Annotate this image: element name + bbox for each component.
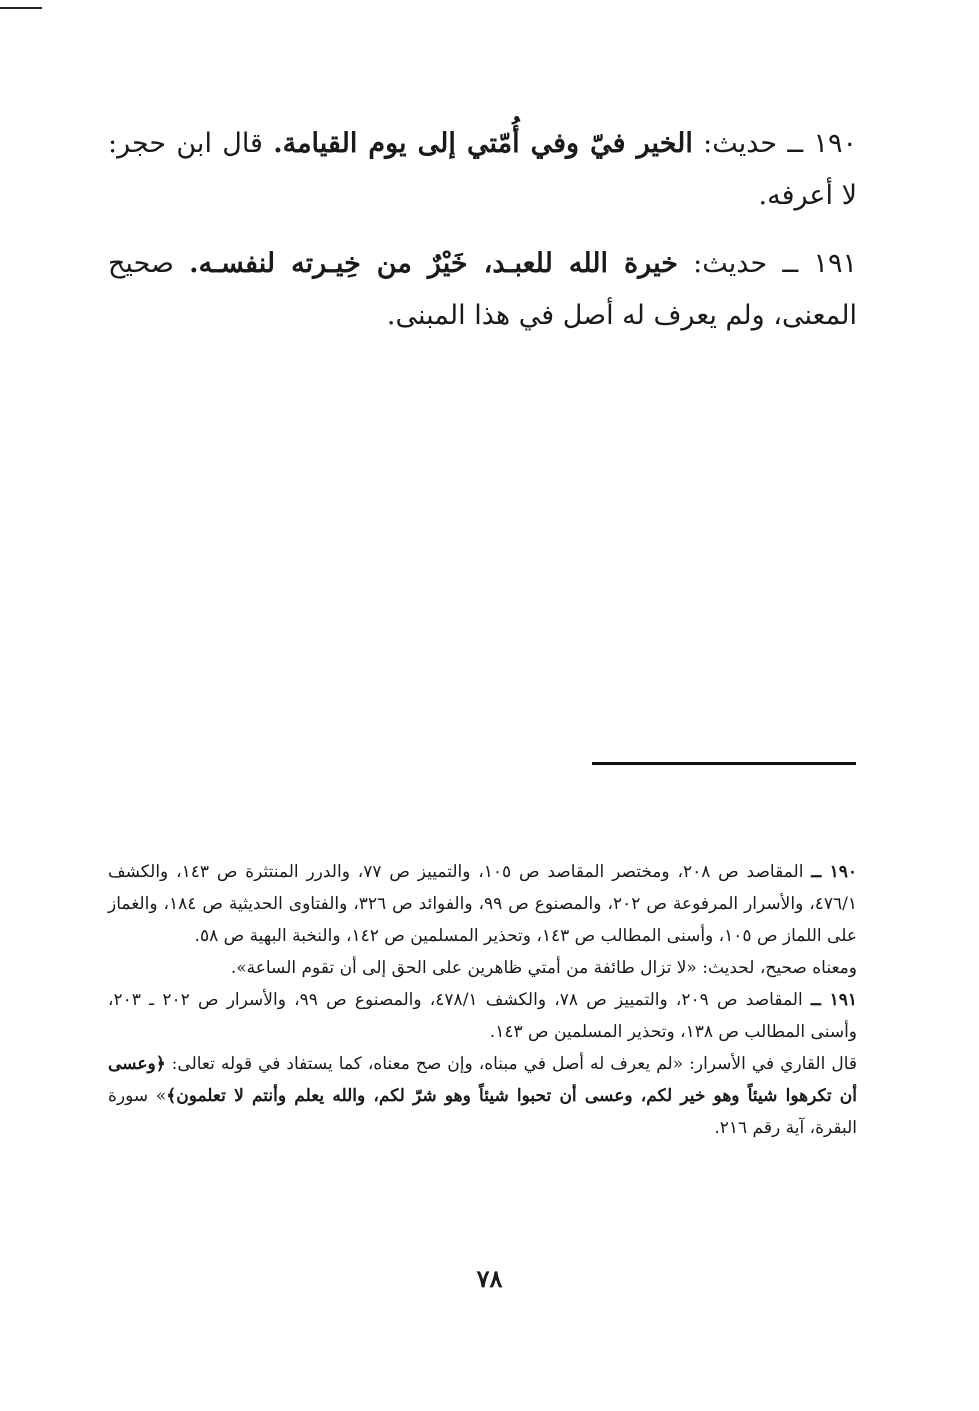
quran-verse: ﴿وعسى أن تكرهوا شيئاً وهو خير لكم، وعسى أن تحبوا شيئاً وهو شرّ لكم، والله يعلم وأنتم لا تعلمون﴾ <box>108 1054 857 1106</box>
hadith-text: الخير فيّ وفي أُمّتي إلى يوم القيامة. <box>273 128 693 159</box>
hadith-text: خيرة الله للعبـد، خَيْرٌ من خِيـرته لنفسـه. <box>189 248 678 279</box>
footnote-text: المقاصد ص ٢٠٩، والتمييز ص ٧٨، والكشف ٤٧٨/١، والمصنوع ص ٩٩، والأسرار ص ٢٠٢ ـ ٢٠٣، وأسنى المطالب ص ١٣٨، وتحذير المسلمين ص ١٤٣. <box>108 990 857 1042</box>
footnote-190-extra: ومعناه صحيح، لحديث: «لا تزال طائفة من أمتي ظاهرين على الحق إلى أن تقوم الساعة». <box>230 958 857 978</box>
hadith-lead: حديث: <box>693 248 768 279</box>
footnote-separator <box>592 762 856 765</box>
hadith-comment: قال ابن حجر: لا أعرفه. <box>108 128 857 211</box>
footnote-number: ١٩١ ــ <box>810 990 858 1010</box>
page-number: ٧٨ <box>476 1264 503 1293</box>
hadith-190 <box>108 118 857 222</box>
hadith-lead: حديث: <box>703 128 778 159</box>
hadith-number: ١٩١ ــ <box>782 248 857 279</box>
main-text <box>108 118 857 358</box>
footnote-191-extra <box>108 1048 857 1144</box>
hadith-191 <box>108 238 857 342</box>
footnote-extra-pre: قال القاري في الأسرار: «لم يعرف له أصل في مبناه، وإن صح معناه، كما يستفاد في قوله تعالى: <box>171 1054 857 1074</box>
hadith-comment: صحيح المعنى، ولم يعرف له أصل في هذا المبنى. <box>108 248 857 331</box>
footnote-extra-post: » سورة البقرة، آية رقم ٢١٦. <box>108 1086 857 1138</box>
footnote-text: المقاصد ص ٢٠٨، ومختصر المقاصد ص ١٠٥، والتمييز ص ٧٧، والدرر المنتثرة ص ١٤٣، والكشف ٤٧٦/١، والأسرار المرفوعة ص ٢٠٢، والمصنوع ص ٩٩، والفوائد ص ٣٢٦، والفتاوى الحديثية ص ١٨٤، والغماز على اللماز ص ١٠٥، وأسنى المطالب ص ١٤٣، وتحذير المسلمين ص ١٤٢، والنخبة البهية ص ٥٨. <box>108 862 857 946</box>
corner-mark <box>0 7 42 9</box>
footnote-number: ١٩٠ ــ <box>811 862 857 882</box>
footnotes <box>108 856 857 1144</box>
hadith-number: ١٩٠ ــ <box>787 128 857 159</box>
footnote-191 <box>108 984 857 1048</box>
footnote-190 <box>108 856 857 952</box>
